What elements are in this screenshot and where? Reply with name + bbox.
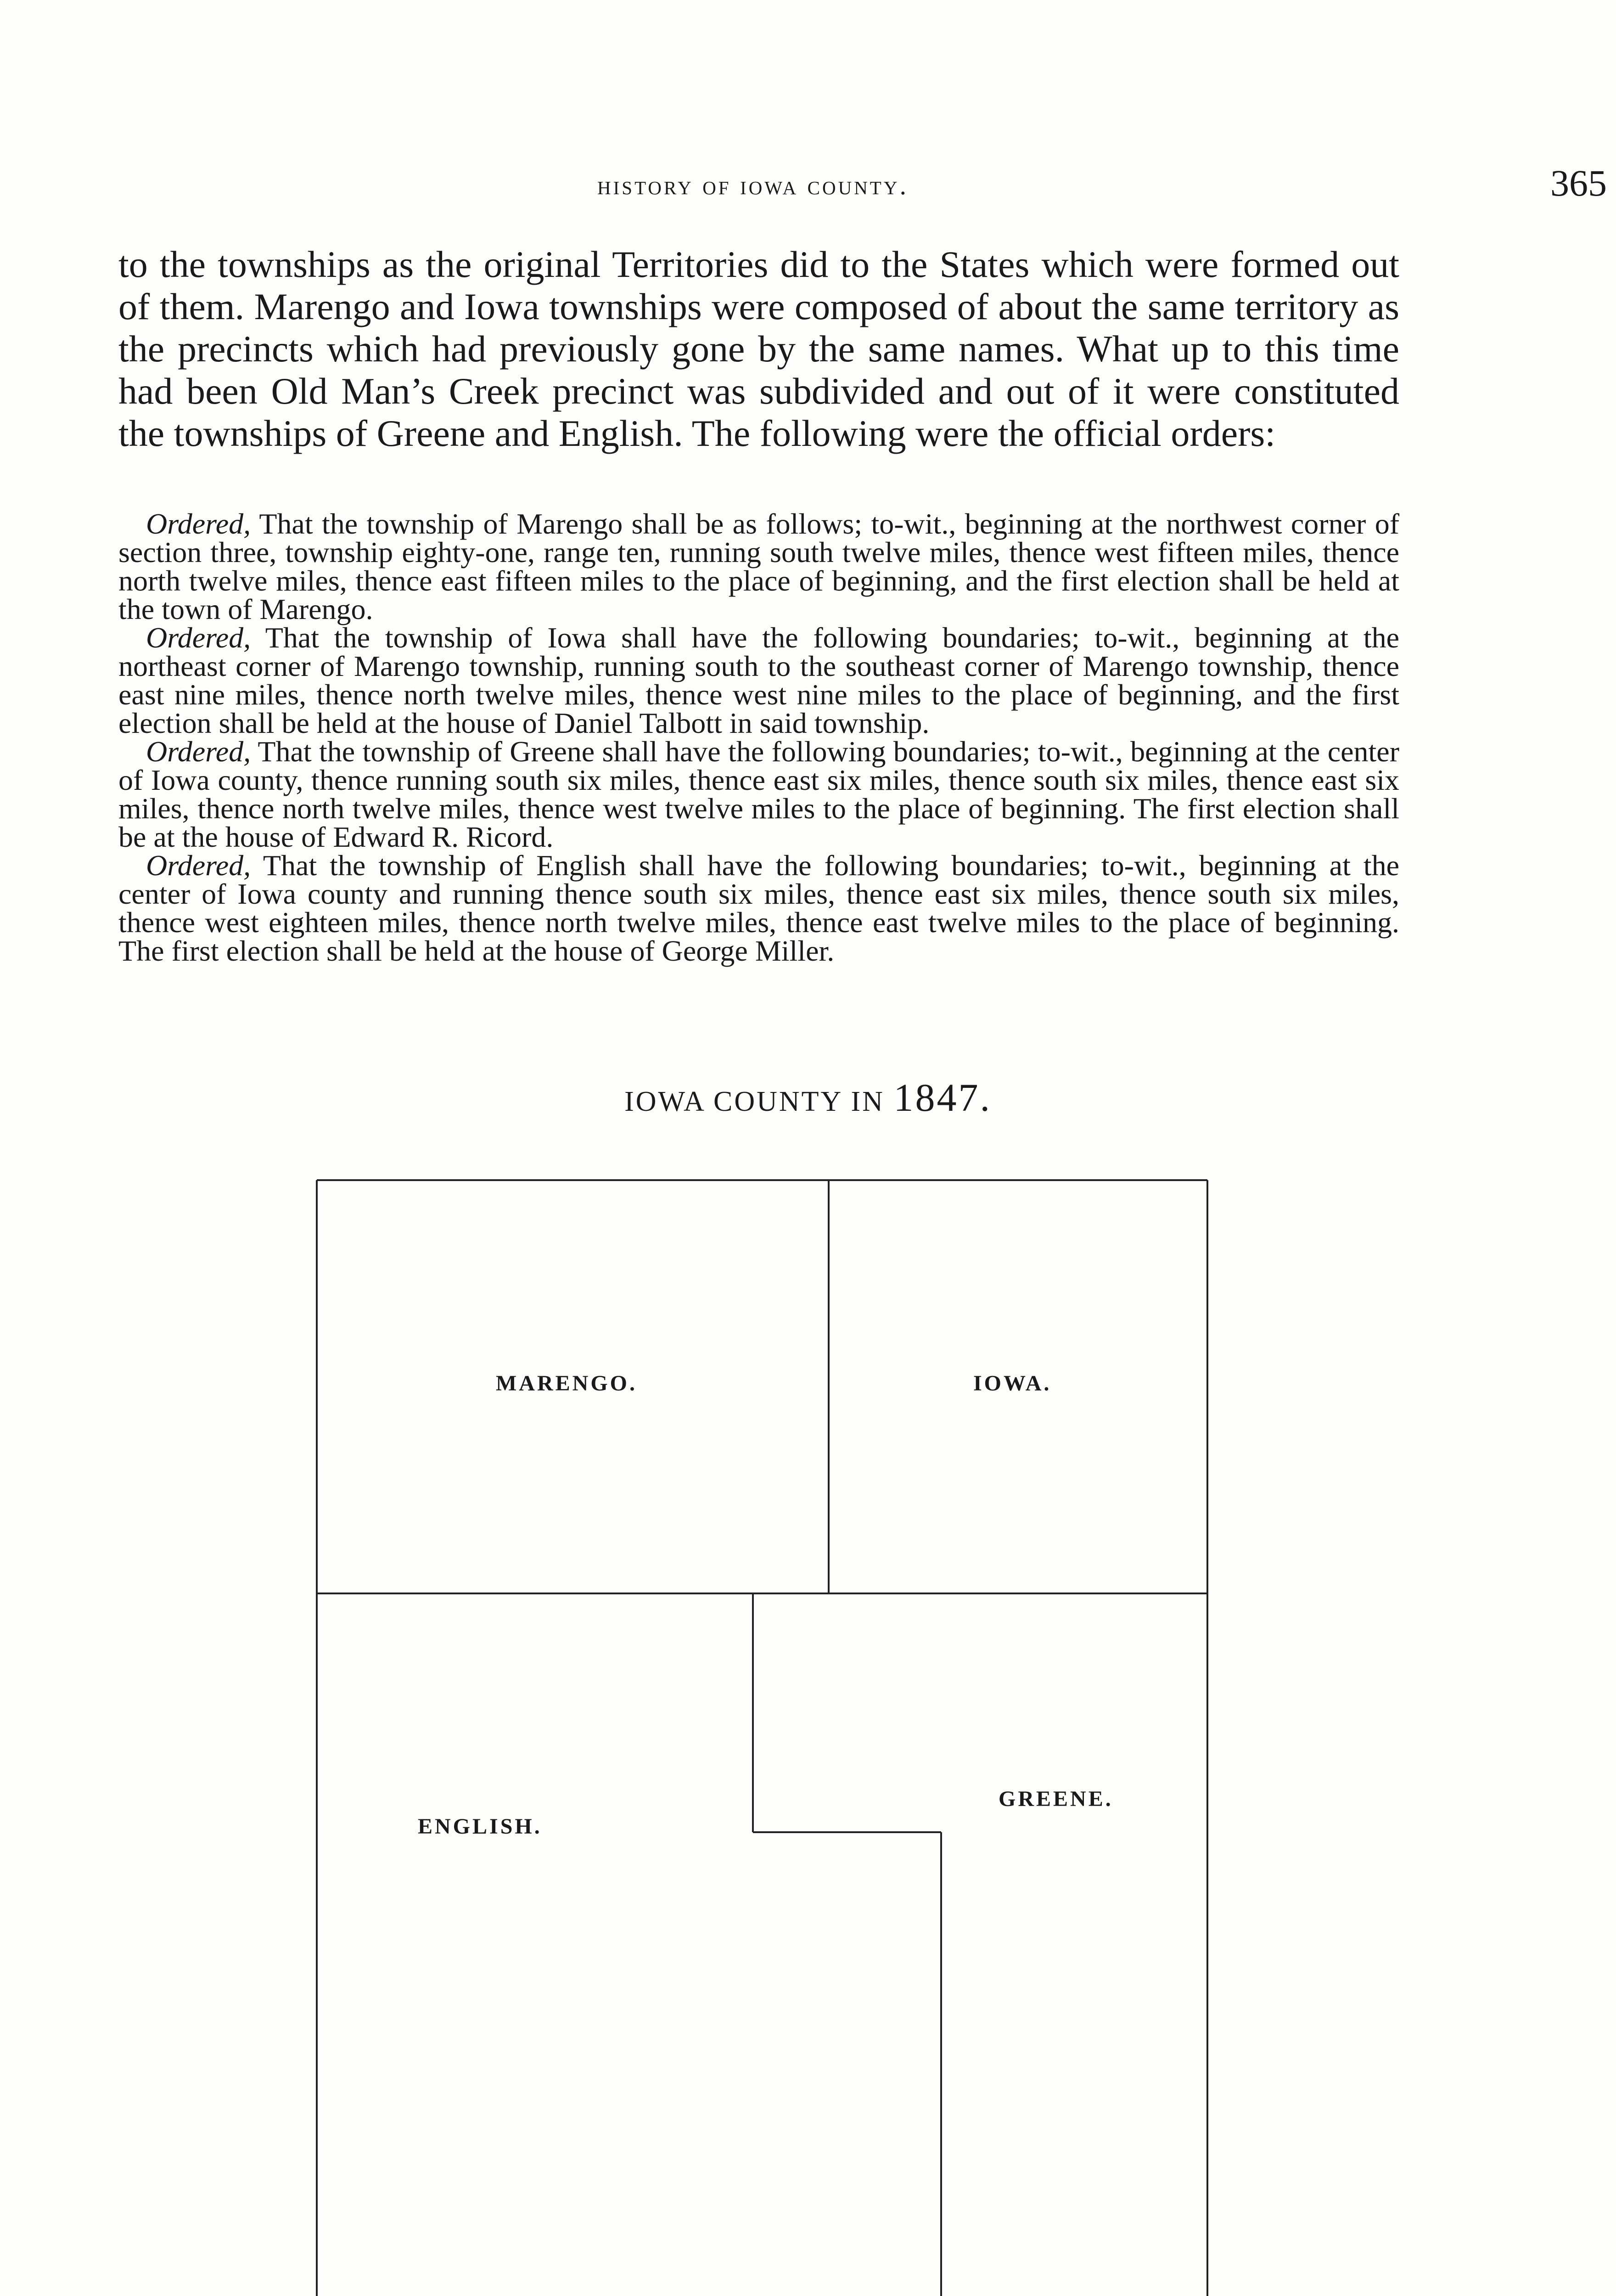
- map-title-year: 1847.: [893, 1075, 992, 1120]
- township-english-label: ENGLISH.: [418, 1814, 542, 1839]
- township-greene-label: GREENE.: [999, 1787, 1113, 1811]
- order-text: That the township of English shall have the following boundaries; to-wit., beginning at the center of Iowa county and running thence south six miles, thence east six miles, thence south six miles, thence west eighteen miles, thence north twelve miles, thence east twelve miles to the place of beginning. The first election shall be held at the house of George Miller.: [118, 849, 1400, 967]
- running-title: history of iowa county.: [597, 170, 909, 200]
- order-text: That the township of Greene shall have the following boundaries; to-wit., beginning at the center of Iowa county, thence running south six miles, thence east six miles, thence south six miles, thence east six miles, thence north twelve miles, thence west twelve miles to the place of beginning. The first election shall be at the house of Edward R. Ricord.: [118, 735, 1400, 853]
- order-lead: Ordered,: [146, 735, 251, 768]
- township-iowa-label: IOWA.: [973, 1371, 1052, 1396]
- intro-block: [118, 243, 1399, 455]
- order-lead: Ordered,: [146, 849, 251, 882]
- intro-paragraph: to the townships as the original Territories did to the States which were formed out of them. Marengo and Iowa townships were composed of about the same territory as the precincts which had previously gone by the same names. What up to this time had been Old Man’s Creek precinct was subdivided and out of it were constituted the townships of Greene and English. The following were the official orders:: [118, 243, 1399, 454]
- order-text: That the township of Marengo shall be as follows; to-wit., beginning at the northwest corner of section three, township eighty-one, range ten, running south twelve miles, thence west fifteen miles, thence north twelve miles, thence east fifteen miles to the place of beginning, and the first election shall be held at the town of Marengo.: [118, 507, 1400, 625]
- order-greene: [118, 737, 1399, 851]
- map-title: [0, 1075, 1616, 1120]
- order-iowa: [118, 621, 1400, 739]
- order-english: [118, 851, 1399, 965]
- order-text: That the township of Iowa shall have the following boundaries; to-wit., beginning at the northeast corner of Marengo township, running south to the southeast corner of Marengo township, thence east nine miles, thence north twelve miles, thence west nine miles to the place of beginning, and the first election shall be held at the house of Daniel Talbott in said township.: [118, 621, 1400, 739]
- map-title-prefix: IOWA COUNTY IN: [624, 1086, 885, 1117]
- order-lead: Ordered,: [146, 621, 251, 654]
- orders-block: [118, 507, 1400, 967]
- order-marengo: [118, 507, 1400, 625]
- township-marengo-label: MARENGO.: [496, 1371, 637, 1396]
- running-head: [110, 162, 1607, 211]
- page-number: 365: [1550, 162, 1607, 204]
- order-lead: Ordered,: [146, 507, 251, 540]
